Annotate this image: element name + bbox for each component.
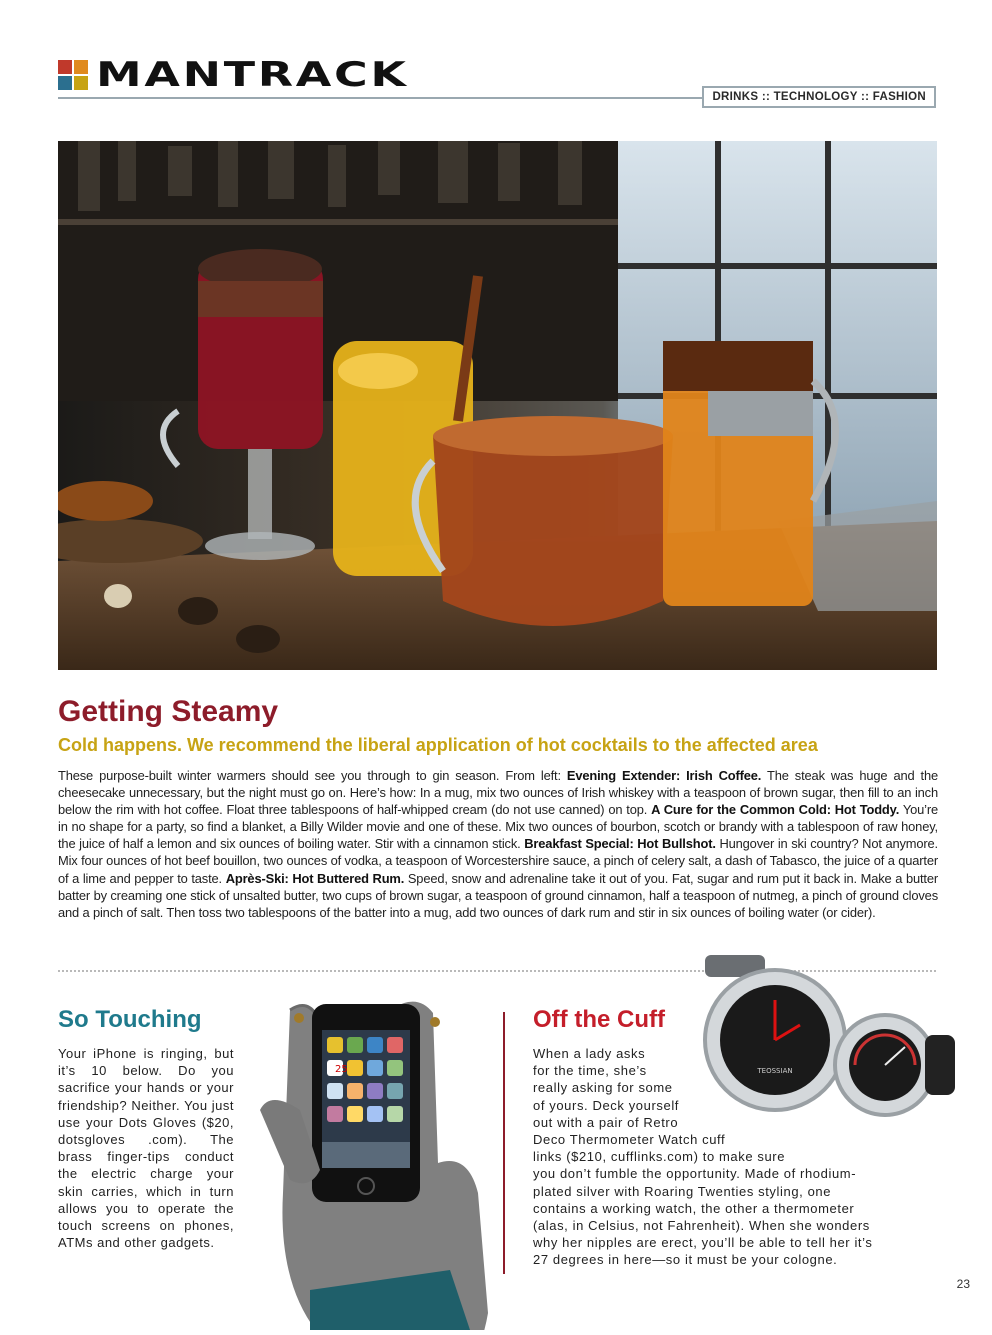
logo-square-blue bbox=[58, 76, 72, 90]
page-number: 23 bbox=[956, 1277, 970, 1291]
masthead bbox=[58, 55, 409, 95]
body-text: The steak was huge and the cheesecake unnecessary, but the night must go on. Here’s how: In a mug, mix two ounces of Irish whiskey with a teaspoon of brown sugar, then fill to an inch below the rim with hot coffee. Float three tablespoons of half-whipped cream (do not use canned) on top. bbox=[58, 768, 938, 818]
body-line: Deco Thermometer Watch cuff bbox=[533, 1132, 726, 1148]
logo-square-gold bbox=[74, 76, 88, 90]
off-the-cuff-title: Off the Cuff bbox=[533, 1006, 665, 1033]
body-line: 27 degrees in here—so it must be your cologne. bbox=[533, 1252, 838, 1268]
so-touching-body: Your iPhone is ringing, but it’s 10 below. Do you sacrifice your hands or your friendship? Neither. You just use your Dots Gloves ($20, dotsgloves .com). The brass finger-tips conduct the electric charge your skin carries, which in turn allows you to operate the touch screens on phones, ATMs and other gadgets. bbox=[58, 1046, 234, 1251]
logo-square-red bbox=[58, 60, 72, 74]
column-rule bbox=[503, 1012, 505, 1274]
hero-illustration bbox=[58, 141, 937, 670]
brass-fingertip-icon bbox=[294, 1013, 304, 1023]
drink-name: A Cure for the Common Cold: Hot Toddy. bbox=[651, 802, 900, 818]
calendar-date: 25 bbox=[335, 1064, 348, 1075]
body-text: Speed, snow and adrenaline take it out of you. Fat, sugar and rum put it back in. Make a butter batter by creaming one stick of unsalted butter, two cups of brown sugar, a teaspoon of ground cinnamon, half a teaspoon of nutmeg, a pinch of ground cloves and a pinch of salt. Then toss two tablespoons of the batter into a mug, add two ounces of dark rum and stir in six ounces of boiling water (or cider). bbox=[58, 870, 939, 920]
body-line: (alas, in Celsius, not Fahrenheit). When she wonders bbox=[533, 1218, 870, 1234]
brass-fingertip-icon bbox=[430, 1017, 440, 1027]
section-tagline: DRINKS :: TECHNOLOGY :: FASHION bbox=[702, 86, 936, 108]
body-text: Hungover in ski country? Not anymore. Mix four ounces of hot beef bouillon, two ounces of vodka, a teaspoon of Worcestershire sauce, a pinch of celery salt, a dash of Tabasco, the juice of a quarter of a lime and pepper to taste. bbox=[58, 836, 938, 886]
body-line: links ($210, cufflinks.com) to make sure bbox=[533, 1149, 786, 1165]
article-body bbox=[58, 767, 938, 921]
article-title: Getting Steamy bbox=[58, 695, 279, 728]
body-text: These purpose-built winter warmers should see you through to gin season. From left: bbox=[58, 768, 567, 783]
body-line: plated silver with Roaring Twenties styling, one bbox=[533, 1183, 832, 1199]
drink-name: Après-Ski: Hot Buttered Rum. bbox=[225, 870, 405, 886]
body-line: why her nipples are erect, you’ll be able to tell her it’s bbox=[533, 1235, 873, 1251]
body-line: of yours. Deck yourself bbox=[533, 1097, 680, 1113]
hero-photo-hot-cocktails bbox=[58, 141, 937, 670]
drink-name: Breakfast Special: Hot Bullshot. bbox=[524, 836, 716, 852]
so-touching-title: So Touching bbox=[58, 1006, 202, 1033]
logo-mark bbox=[58, 60, 88, 90]
article-subtitle: Cold happens. We recommend the liberal application of hot cocktails to the affected area bbox=[58, 735, 818, 755]
body-line: for the time, she’s bbox=[533, 1063, 647, 1079]
body-line: really asking for some bbox=[533, 1080, 673, 1096]
cufflinks-photo bbox=[655, 955, 955, 1130]
glove-phone-photo bbox=[250, 990, 505, 1330]
body-line: you don’t fumble the opportunity. Made of rhodium- bbox=[533, 1166, 857, 1182]
drink-name: Evening Extender: Irish Coffee. bbox=[566, 768, 762, 783]
body-line: contains a working watch, the other a thermometer bbox=[533, 1200, 855, 1216]
body-text: You’re in no shape for a party, so find a blanket, a Billy Wilder movie and one of these. Mix two ounces of bourbon, scotch or brandy with a tablespoon of raw honey, the juice of half a lemon and six ounces of boiling water. Stir with a cinnamon stick. bbox=[58, 802, 938, 852]
body-line: When a lady asks bbox=[533, 1046, 646, 1061]
section-logo: MANTRACK bbox=[96, 55, 409, 95]
logo-square-orange bbox=[74, 60, 88, 74]
body-line: out with a pair of Retro bbox=[533, 1114, 679, 1130]
watch-brand: TEOSSIAN bbox=[757, 1067, 793, 1075]
